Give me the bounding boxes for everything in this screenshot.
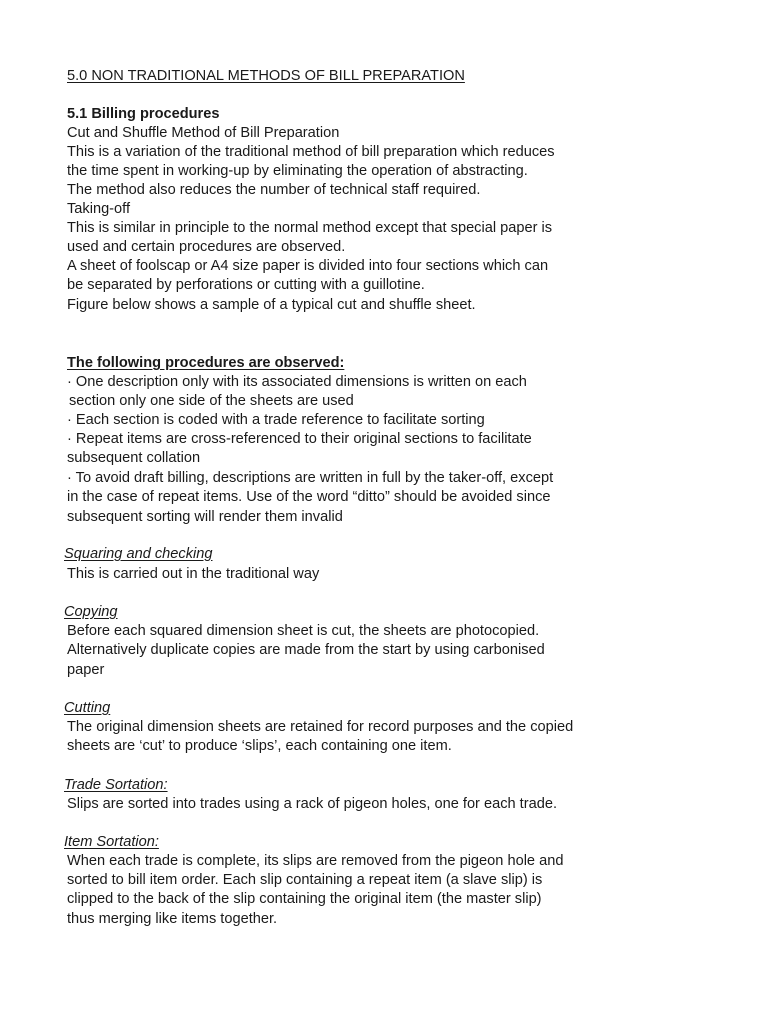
section-subheading: 5.1 Billing procedures [67,106,220,122]
squaring-text: This is carried out in the traditional way [67,566,320,582]
intro-line: Cut and Shuffle Method of Bill Preparation [67,125,340,141]
copying-text: paper [67,662,105,678]
item-sortation-heading: Item Sortation: [64,834,159,850]
item-sortation-text: When each trade is complete, its slips are removed from the pigeon hole and [67,853,564,869]
procedure-line: subsequent collation [67,450,201,466]
trade-sortation-text: Slips are sorted into trades using a rack of pigeon holes, one for each trade. [67,796,557,812]
main-heading: 5.0 NON TRADITIONAL METHODS OF BILL PREPARATION [67,68,465,84]
intro-line: The method also reduces the number of technical staff required. [67,182,481,198]
copying-text: Before each squared dimension sheet is cut, the sheets are photocopied. [67,623,540,639]
trade-sortation-heading: Trade Sortation: [64,777,168,793]
procedures-heading: The following procedures are observed: [67,355,345,371]
copying-heading: Copying [64,604,118,620]
intro-line: used and certain procedures are observed. [67,239,346,255]
intro-line: A sheet of foolscap or A4 size paper is divided into four sections which can [67,258,549,274]
intro-line: the time spent in working-up by eliminating the operation of abstracting. [67,163,528,179]
item-sortation-text: clipped to the back of the slip containing the original item (the master slip) [67,891,542,907]
intro-line: This is similar in principle to the normal method except that special paper is [67,220,553,236]
cutting-text: sheets are ‘cut’ to produce ‘slips’, each containing one item. [67,738,452,754]
intro-line: This is a variation of the traditional method of bill preparation which reduces [67,144,555,160]
squaring-heading: Squaring and checking [64,546,213,562]
intro-line: Figure below shows a sample of a typical cut and shuffle sheet. [67,297,476,313]
cutting-heading: Cutting [64,700,111,716]
procedure-line: · Each section is coded with a trade reference to facilitate sorting [67,412,485,428]
item-sortation-text: sorted to bill item order. Each slip containing a repeat item (a slave slip) is [67,872,543,888]
procedure-line: · One description only with its associated dimensions is written on each [67,374,527,390]
cutting-text: The original dimension sheets are retained for record purposes and the copied [67,719,574,735]
procedure-line: · To avoid draft billing, descriptions are written in full by the taker-off, except [67,470,554,486]
item-sortation-text: thus merging like items together. [67,911,278,927]
copying-text: Alternatively duplicate copies are made from the start by using carbonised [67,642,545,658]
intro-line: be separated by perforations or cutting with a guillotine. [67,277,425,293]
intro-line: Taking-off [67,201,131,217]
procedure-line: in the case of repeat items. Use of the word “ditto” should be avoided since [67,489,551,505]
procedure-line: · Repeat items are cross-referenced to their original sections to facilitate [67,431,532,447]
procedure-line: section only one side of the sheets are used [69,393,354,409]
procedure-line: subsequent sorting will render them invalid [67,509,343,525]
